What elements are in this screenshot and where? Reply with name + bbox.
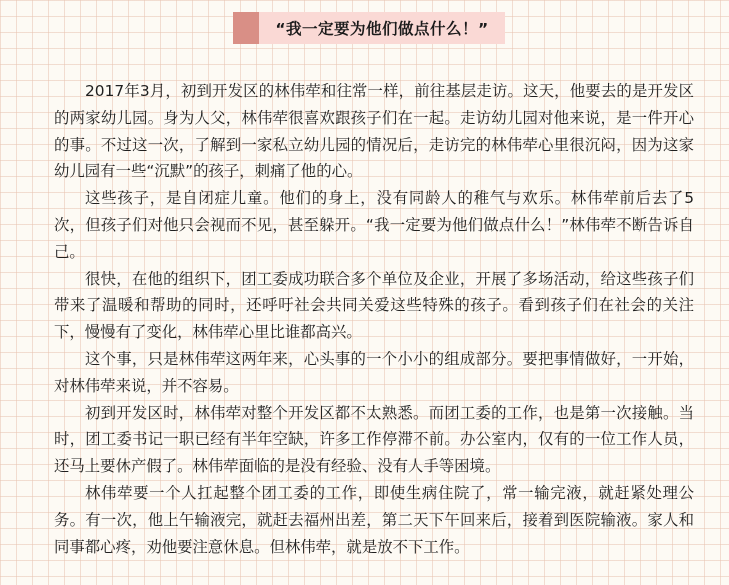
paragraph-2: 这些孩子，是自闭症儿童。他们的身上，没有同龄人的稚气与欢乐。林伟荦前后去了5次，但孩子们对他只会视而不见，甚至躲开。“我一定要为他们做点什么！”林伟荦不断告诉自己。	[54, 189, 694, 261]
section-title: “我一定要为他们做点什么！”	[259, 12, 505, 44]
paragraph-3: 很快，在他的组织下，团工委成功联合多个单位及企业，开展了多场活动，给这些孩子们带来了温暖和帮助的同时，还呼吁社会共同关爱这些特殊的孩子。看到孩子们在社会的关注下，慢慢有了变化，林伟荦心里比谁都高兴。	[54, 269, 694, 342]
title-accent-block	[233, 12, 259, 44]
paragraph-1: 2017年3月，初到开发区的林伟荦和往常一样，前往基层走访。这天，他要去的是开发区的两家幼儿园。身为人父，林伟荦很喜欢跟孩子们在一起。走访幼儿园对他来说，是一件开心的事。不过这一次，了解到一家私立幼儿园的情况后，走访完的林伟荦心里很沉闷，因为这家幼儿园有一些“沉默”的孩子，刺痛了他的心。	[54, 82, 694, 181]
article-body	[54, 78, 694, 560]
paragraph-4: 这个事，只是林伟荦这两年来，心头事的一个小小的组成部分。要把事情做好，一开始，对林伟荦来说，并不容易。	[54, 349, 694, 395]
section-title-banner	[233, 12, 505, 44]
paragraph-6: 林伟荦要一个人扛起整个团工委的工作，即使生病住院了，常一输完液，就赶紧处理公务。有一次，他上午输液完，就赶去福州出差，第二天下午回来后，接着到医院输液。家人和同事都心疼，劝他要注意休息。但林伟荦，就是放不下工作。	[54, 483, 694, 556]
paragraph-5: 初到开发区时，林伟荦对整个开发区都不太熟悉。而团工委的工作，也是第一次接触。当时，团工委书记一职已经有半年空缺，许多工作停滞不前。办公室内，仅有的一位工作人员，还马上要休产假了。林伟荦面临的是没有经验、没有人手等困境。	[54, 403, 694, 476]
